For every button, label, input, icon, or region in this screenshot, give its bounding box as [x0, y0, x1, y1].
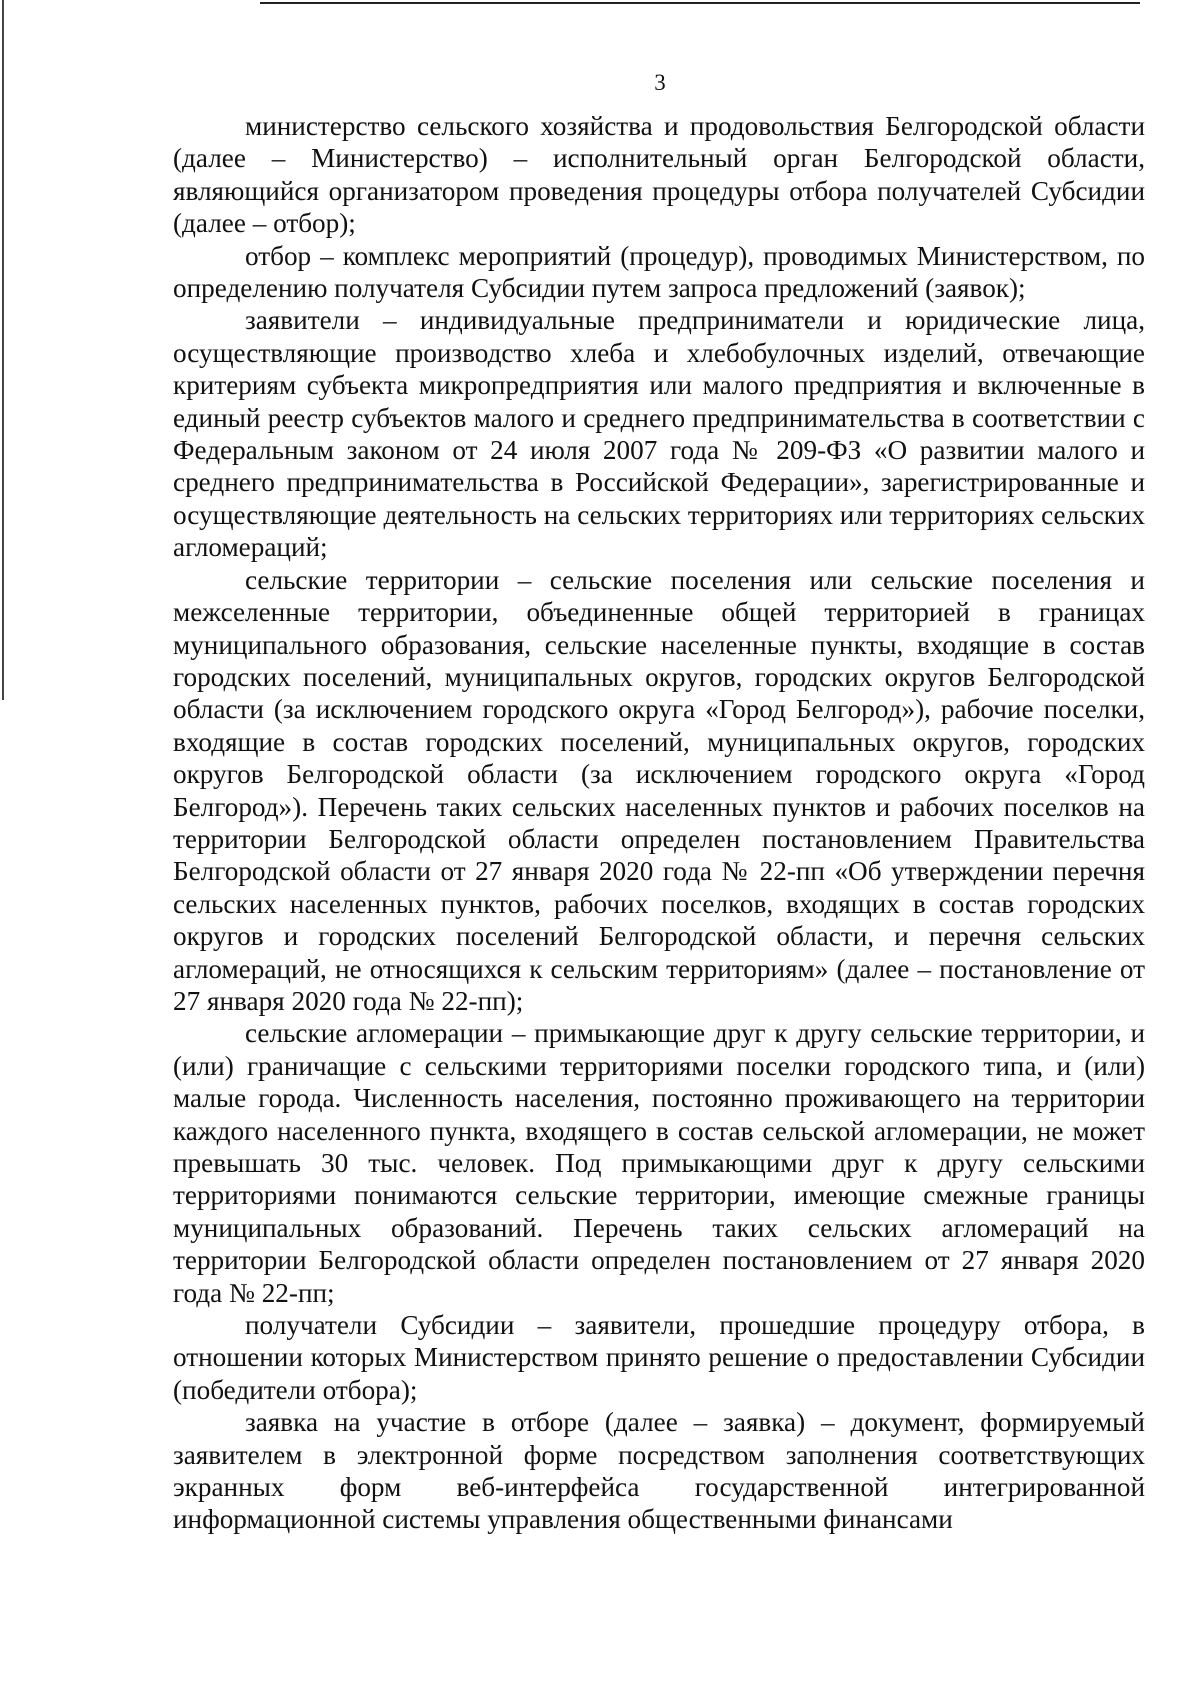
paragraph-ministry-definition: министерство сельского хозяйства и продовольствия Белгородской области (далее – Министерство) – исполнительный орган Белгородской области, являющийся организатором проведения процедуры отбора получателей Субсидии (далее – отбор); — [173, 111, 1145, 239]
document-body — [173, 110, 1145, 1536]
paragraph-rural-territories-definition: сельские территории – сельские поселения или сельские поселения и межселенные территории, объединенные общей территорией в границах муниципального образования, сельские населенные пункты, входящие в состав городских поселений, муниципальных округов, городских округов Белгородской области (за исключением городского округа «Город Белгород»), рабочие поселки, входящие в состав городских поселений, муниципальных округов, городских округов Белгородской области (за исключением городского округа «Город Белгород»). Перечень таких сельских населенных пунктов и рабочих поселков на территории Белгородской области определен постановлением Правительства Белгородской области от 27 января 2020 года № 22-пп «Об утверждении перечня сельских населенных пунктов, рабочих поселков, входящих в состав городских округов и городских поселений Белгородской области, и перечня сельских агломераций, не относящихся к сельским территориям» (далее – постановление от 27 января 2020 года № 22-пп); — [173, 564, 1145, 1016]
paragraph-subsidy-recipients-definition: получатели Субсидии – заявители, прошедшие процедуру отбора, в отношении которых Министерством принято решение о предоставлении Субсидии (победители отбора); — [173, 1310, 1145, 1405]
page-number: 3 — [654, 70, 666, 95]
paragraph-rural-agglomerations-definition: сельские агломерации – примыкающие друг к другу сельские территории, и (или) граничащие с сельскими территориями поселки городского типа, и (или) малые города. Численность населения, постоянно проживающего на территории каждого населенного пункта, входящего в состав сельской агломерации, не может превышать 30 тыс. человек. Под примыкающими друг к другу сельскими территориями понимаются сельские территории, имеющие смежные границы муниципальных образований. Перечень таких сельских агломераций на территории Белгородской области определен постановлением от 27 января 2020 года № 22-пп; — [173, 1018, 1145, 1308]
paragraph-application-definition: заявка на участие в отборе (далее – заявка) – документ, формируемый заявителем в электронной форме посредством заполнения соответствующих экранных форм веб-интерфейса государственной интегрированной информационной системы управления общественными финансами — [173, 1407, 1145, 1535]
scan-edge-left — [2, 0, 4, 700]
paragraph-selection-definition: отбор – комплекс мероприятий (процедур), проводимых Министерством, по определению получателя Субсидии путем запроса предложений (заявок); — [173, 240, 1145, 304]
scan-edge-top — [260, 2, 1140, 4]
paragraph-applicants-definition: заявители – индивидуальные предприниматели и юридические лица, осуществляющие производство хлеба и хлебобулочных изделий, отвечающие критериям субъекта микропредприятия или малого предприятия и включенные в единый реестр субъектов малого и среднего предпринимательства в соответствии с Федеральным законом от 24 июля 2007 года № 209-ФЗ «О развитии малого и среднего предпринимательства в Российской Федерации», зарегистрированные и осуществляющие деятельность на сельских территориях или территориях сельских агломераций; — [173, 305, 1145, 563]
